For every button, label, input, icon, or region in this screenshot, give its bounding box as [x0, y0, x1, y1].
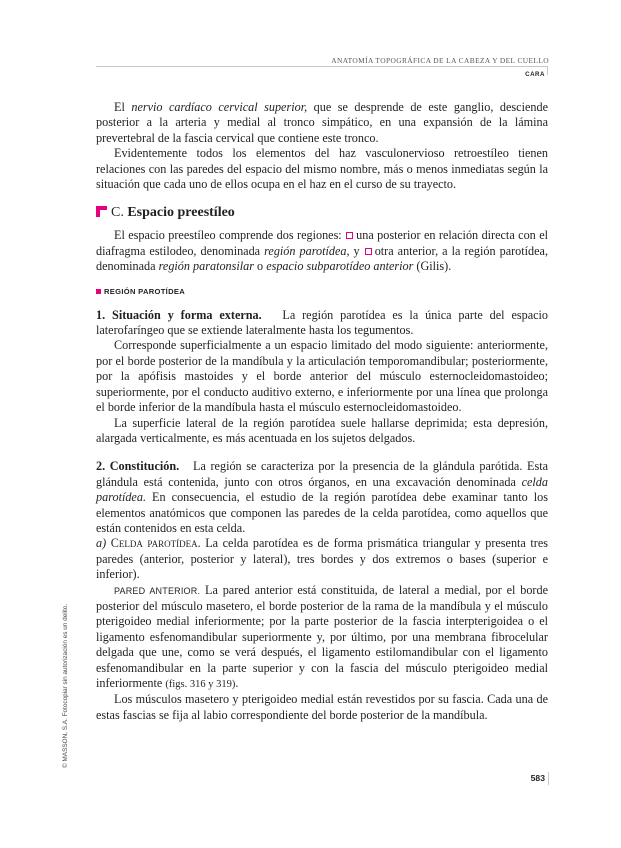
paragraph-celda-parotidea: a) Celda parotídea. La celda parotídea es de forma prismática triangular y presenta tres paredes (anterior, posterior y lateral), tres bordes y dos extremos o bases (superior e inferior).: [96, 536, 549, 582]
paragraph-limites: Corresponde superficialmente a un espacio limitado del modo siguiente: anteriormente, por el borde posterior de la mandíbula y la articulación temporomandibular; posteriormente, por la apófisis mastoides y el borde anterior del músculo esternocleidomastoideo; superiormente, por el conducto auditivo externo, e inferiormente por una línea que prolonga el borde inferior de la mandíbula hasta el músculo esternocleidomastoideo.: [96, 338, 548, 415]
running-title: ANATOMÍA TOPOGRÁFICA DE LA CABEZA Y DEL CUELLO: [331, 56, 549, 65]
section-corner-icon: [96, 206, 107, 217]
square-bullet-icon: [365, 248, 372, 255]
header-tick: [547, 66, 548, 75]
paragraph-fascias: Los músculos masetero y pterigoideo medial están revestidos por su fascia. Cada una de estas fascias se fija al labio correspondiente del borde posterior de la mandíbula.: [96, 692, 548, 722]
section-title: Espacio preestíleo: [127, 205, 235, 221]
subheading-region-parotidea: REGIÓN PAROTÍDEA: [96, 287, 548, 296]
paragraph-haz-vasculonervioso: Evidentemente todos los elementos del haz vasculonervioso retroestíleo tienen relaciones con las paredes del espacio del mismo nombre, más o menos inmediatas según la situación que cada uno de ellos ocupa en el haz en el curso de su trayecto.: [96, 146, 548, 192]
square-bullet-icon: [346, 232, 353, 239]
numbered-heading: 2. Constitución.: [96, 459, 180, 474]
paragraph-constitucion: 2. Constitución. La región se caracteriza por la presencia de la glándula parótida. Esta glándula está contenida, junto con otros órganos, en una excavación denominada celda parotídea. En consecuencia, el estudio de la región parotídea debe examinar tanto los elementos anatómicos que componen las paredes de la celda parotídea, como aquellos que están contenidos en esta celda.: [96, 459, 548, 535]
running-section: CARA: [525, 71, 545, 78]
paragraph-nervio-cardiaco: El nervio cardíaco cervical superior, que se desprende de este ganglio, desciende posterior a la arteria y medial al tronco simpático, en una expansión de la lámina prevertebral de la fascia cervical que contiene este tronco.: [96, 100, 548, 145]
page-number: 583: [530, 773, 545, 783]
section-heading-c: [96, 204, 548, 222]
copyright-notice: © MASSON, S.A. Fotocopiar sin autorización es un delito.: [62, 603, 69, 768]
paragraph-pared-anterior: PARED ANTERIOR. La pared anterior está constituida, de lateral a medial, por el borde posterior del músculo masetero, el borde posterior de la rama de la mandíbula y el músculo pterigoideo medial inferiormente; por la parte posterior de la fascia interpterigoidea o el ligamento esfenomandibular superiormente y, por último, por una membrana fibrocelular delgada que une, como se verá después, el ligamento estilomandibular con el ligamento esfenomandibular en la parte superior y con la fascia del músculo pterigoideo medial inferiormente (figs. 316 y 319).: [96, 582, 548, 690]
section-letter: C.: [111, 205, 124, 221]
body-text: [96, 100, 548, 723]
square-bullet-icon: [96, 289, 101, 294]
paragraph-situacion: 1. Situación y forma externa. La región parotídea es la única parte del espacio laterofaríngeo que se extiende lateralmente hasta los tegumentos.: [96, 307, 548, 338]
folio-rule: [548, 772, 549, 785]
numbered-heading: 1. Situación y forma externa.: [96, 307, 262, 322]
paragraph-espacio-preestileo: El espacio preestíleo comprende dos regiones: una posterior en relación directa con el diafragma estilodeo, denominada región parotídea, y otra anterior, a la región parotídea, denominada región paratonsilar o espacio subparotídeo anterior (Gilis).: [96, 228, 548, 274]
paragraph-superficie-lateral: La superficie lateral de la región parotídea suele hallarse deprimida; esta depresión, alargada verticalmente, es más acentuada en los sujetos delgados.: [96, 415, 548, 445]
header-rule: [96, 66, 548, 67]
